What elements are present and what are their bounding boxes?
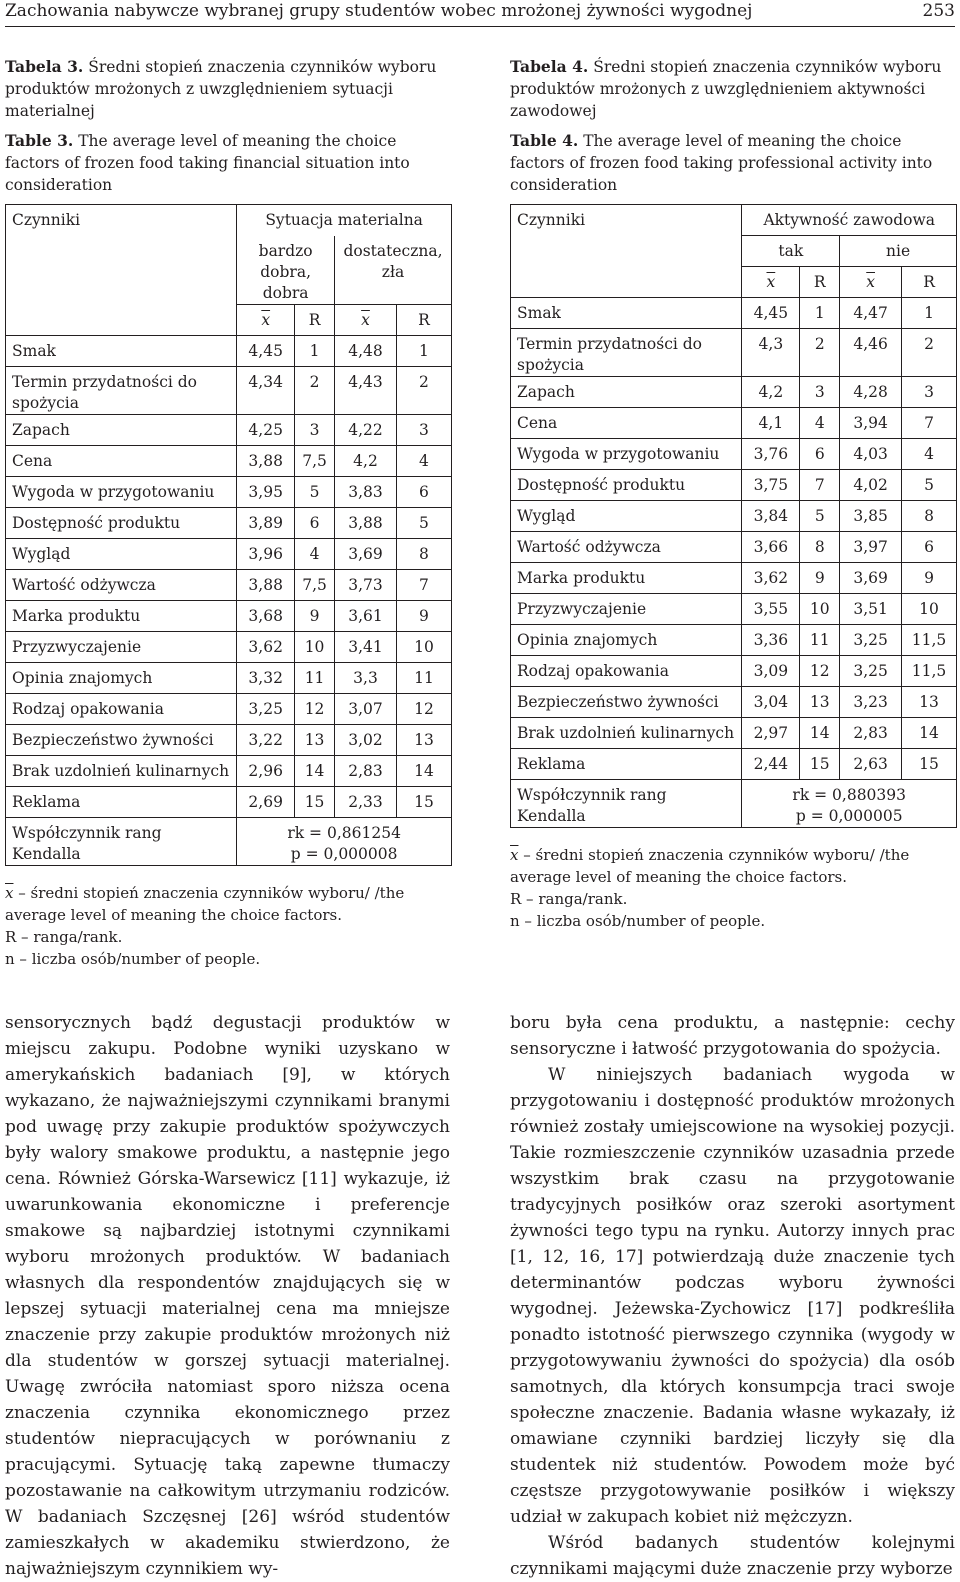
value-cell: 7 — [902, 408, 957, 439]
value-cell: 14 — [396, 755, 451, 786]
value-cell: 3,84 — [742, 501, 800, 532]
table4-caption-pl: Tabela 4. Średni stopień znaczenia czynników wyboru produktów mrożonych z uwzględnieniem aktywności zawodowej — [510, 57, 942, 120]
value-cell: 4,34 — [237, 366, 295, 414]
value-cell: 4,45 — [742, 298, 800, 329]
factor-cell: Reklama — [6, 786, 237, 817]
value-cell: 3,04 — [742, 687, 800, 718]
table4-header-x1: $\overline{x}$ — [742, 267, 800, 298]
value-cell: 2 — [800, 329, 840, 377]
factor-cell: Marka produktu — [511, 563, 742, 594]
factor-cell: Wygoda w przygotowaniu — [511, 439, 742, 470]
factor-cell: Cena — [6, 445, 237, 476]
value-cell: 3,69 — [335, 538, 397, 569]
value-cell: 11 — [396, 662, 451, 693]
value-cell: 3,22 — [237, 724, 295, 755]
value-cell: 12 — [800, 656, 840, 687]
table-row — [511, 377, 957, 408]
factor-cell: Dostępność produktu — [511, 470, 742, 501]
value-cell: 4,48 — [335, 335, 397, 366]
value-cell: 5 — [295, 476, 335, 507]
value-cell: 3 — [295, 414, 335, 445]
factor-cell: Opinia znajomych — [511, 625, 742, 656]
factor-cell: Brak uzdolnień kulinarnych — [6, 755, 237, 786]
value-cell: 6 — [295, 507, 335, 538]
table4-header-r1: R — [800, 267, 840, 298]
value-cell: 4,45 — [237, 335, 295, 366]
table4 — [510, 204, 957, 828]
value-cell: 3,76 — [742, 439, 800, 470]
table-row — [6, 755, 452, 786]
value-cell: 13 — [902, 687, 957, 718]
value-cell: 11 — [800, 625, 840, 656]
value-cell: 3,88 — [237, 569, 295, 600]
value-cell: 4,28 — [840, 377, 902, 408]
value-cell: 2,63 — [840, 749, 902, 780]
table-row — [6, 414, 452, 445]
value-cell: 3,69 — [840, 563, 902, 594]
value-cell: 3,25 — [840, 625, 902, 656]
table3-header-factors: Czynniki — [6, 205, 237, 336]
table4-header-r2: R — [902, 267, 957, 298]
value-cell: 3 — [396, 414, 451, 445]
body-text-right — [510, 1010, 955, 1582]
body-paragraph: Wśród badanych studentów kolejnymi czynnikami mającymi duże znaczenie przy wyborze — [510, 1533, 955, 1579]
running-header — [5, 0, 955, 27]
value-cell: 2,97 — [742, 718, 800, 749]
value-cell: 3,09 — [742, 656, 800, 687]
value-cell: 4 — [800, 408, 840, 439]
table-row — [511, 687, 957, 718]
value-cell: 3 — [800, 377, 840, 408]
table-row — [511, 656, 957, 687]
value-cell: 3,88 — [237, 445, 295, 476]
value-cell: 5 — [902, 470, 957, 501]
value-cell: 2 — [902, 329, 957, 377]
table3-header-group: Sytuacja materialna — [237, 205, 452, 236]
table-row — [6, 662, 452, 693]
value-cell: 5 — [396, 507, 451, 538]
table3-header-r2: R — [396, 304, 451, 335]
table-row — [6, 507, 452, 538]
table-row — [511, 563, 957, 594]
factor-cell: Brak uzdolnień kulinarnych — [511, 718, 742, 749]
value-cell: 2 — [295, 366, 335, 414]
table-row — [511, 625, 957, 656]
value-cell: 3,07 — [335, 693, 397, 724]
table-row — [511, 501, 957, 532]
table-row — [6, 724, 452, 755]
value-cell: 3,02 — [335, 724, 397, 755]
table-row — [6, 445, 452, 476]
factor-cell: Zapach — [511, 377, 742, 408]
value-cell: 10 — [396, 631, 451, 662]
value-cell: 4 — [396, 445, 451, 476]
value-cell: 1 — [902, 298, 957, 329]
value-cell: 2,96 — [237, 755, 295, 786]
table-row — [511, 718, 957, 749]
value-cell: 4,22 — [335, 414, 397, 445]
table4-kendall-label: Współczynnik rang Kendalla — [511, 780, 742, 828]
value-cell: 15 — [800, 749, 840, 780]
value-cell: 13 — [800, 687, 840, 718]
value-cell: 2,83 — [840, 718, 902, 749]
value-cell: 9 — [800, 563, 840, 594]
factor-cell: Reklama — [511, 749, 742, 780]
factor-cell: Rodzaj opakowania — [6, 693, 237, 724]
value-cell: 3,62 — [742, 563, 800, 594]
value-cell: 3,88 — [335, 507, 397, 538]
table3-header-x2: $\overline{x}$ — [335, 304, 397, 335]
value-cell: 3,83 — [335, 476, 397, 507]
value-cell: 3 — [902, 377, 957, 408]
value-cell: 14 — [902, 718, 957, 749]
value-cell: 3,61 — [335, 600, 397, 631]
value-cell: 4,03 — [840, 439, 902, 470]
value-cell: 10 — [902, 594, 957, 625]
table3-notes: $\overline{x}$ – średni stopień znaczenia czynników wyboru/ /the average level of meaning the choice factors. R – ranga/rank. n – liczba osób/number of people. — [5, 883, 405, 968]
page-number: 253 — [922, 1, 955, 21]
factor-cell: Termin przydatności do spożycia — [511, 329, 742, 377]
value-cell: 8 — [396, 538, 451, 569]
value-cell: 12 — [396, 693, 451, 724]
factor-cell: Przyzwyczajenie — [6, 631, 237, 662]
value-cell: 3,96 — [237, 538, 295, 569]
value-cell: 7,5 — [295, 569, 335, 600]
value-cell: 8 — [902, 501, 957, 532]
value-cell: 2,33 — [335, 786, 397, 817]
value-cell: 13 — [295, 724, 335, 755]
table3-header-r1: R — [295, 304, 335, 335]
table-row — [511, 470, 957, 501]
table3-header-col1: bardzo dobra, dobra — [237, 236, 335, 305]
table3-header-col2: dostateczna, zła — [335, 236, 452, 305]
factor-cell: Cena — [511, 408, 742, 439]
table-row — [6, 600, 452, 631]
value-cell: 4,1 — [742, 408, 800, 439]
value-cell: 3,89 — [237, 507, 295, 538]
factor-cell: Smak — [511, 298, 742, 329]
value-cell: 6 — [396, 476, 451, 507]
table4-header-col2: nie — [840, 236, 957, 267]
value-cell: 3,73 — [335, 569, 397, 600]
table4-notes: $\overline{x}$ – średni stopień znaczenia czynników wyboru/ /the average level of meaning the choice factors. R – ranga/rank. n – liczba osób/number of people. — [510, 846, 910, 930]
body-paragraph: boru była cena produktu, a następnie: cechy sensoryczne i łatwość przygotowania do spożycia. — [510, 1013, 955, 1059]
value-cell: 3,94 — [840, 408, 902, 439]
value-cell: 9 — [396, 600, 451, 631]
value-cell: 12 — [295, 693, 335, 724]
value-cell: 13 — [396, 724, 451, 755]
table-row — [6, 335, 452, 366]
table3-header-x1: $\overline{x}$ — [237, 304, 295, 335]
value-cell: 3,3 — [335, 662, 397, 693]
body-text-left — [5, 1010, 450, 1582]
value-cell: 4 — [295, 538, 335, 569]
table4-header-factors: Czynniki — [511, 205, 742, 298]
factor-cell: Wartość odżywcza — [511, 532, 742, 563]
value-cell: 9 — [295, 600, 335, 631]
factor-cell: Wygoda w przygotowaniu — [6, 476, 237, 507]
table4-caption-en: Table 4. The average level of meaning the choice factors of frozen food taking professional activity into consideration — [510, 131, 933, 194]
factor-cell: Bezpieczeństwo żywności — [6, 724, 237, 755]
value-cell: 1 — [295, 335, 335, 366]
value-cell: 11,5 — [902, 656, 957, 687]
value-cell: 14 — [295, 755, 335, 786]
value-cell: 4,25 — [237, 414, 295, 445]
value-cell: 7 — [396, 569, 451, 600]
table-row — [6, 476, 452, 507]
factor-cell: Zapach — [6, 414, 237, 445]
table-row — [511, 749, 957, 780]
value-cell: 6 — [800, 439, 840, 470]
value-cell: 6 — [902, 532, 957, 563]
factor-cell: Smak — [6, 335, 237, 366]
value-cell: 5 — [800, 501, 840, 532]
table-row — [6, 366, 452, 414]
value-cell: 3,41 — [335, 631, 397, 662]
table-row — [511, 298, 957, 329]
table3-kendall-values: rk = 0,861254 p = 0,000008 — [237, 817, 452, 865]
value-cell: 15 — [396, 786, 451, 817]
value-cell: 9 — [902, 563, 957, 594]
value-cell: 3,66 — [742, 532, 800, 563]
value-cell: 7,5 — [295, 445, 335, 476]
table-row — [6, 631, 452, 662]
table-row — [6, 693, 452, 724]
value-cell: 2,44 — [742, 749, 800, 780]
value-cell: 11,5 — [902, 625, 957, 656]
table-row — [511, 532, 957, 563]
value-cell: 4 — [902, 439, 957, 470]
value-cell: 3,95 — [237, 476, 295, 507]
table-row — [511, 329, 957, 377]
table3 — [5, 204, 452, 866]
table-row — [6, 538, 452, 569]
value-cell: 8 — [800, 532, 840, 563]
value-cell: 4,02 — [840, 470, 902, 501]
table4-block — [510, 56, 960, 932]
table-row — [511, 439, 957, 470]
table3-block — [5, 56, 455, 970]
value-cell: 15 — [295, 786, 335, 817]
value-cell: 7 — [800, 470, 840, 501]
body-paragraph: W niniejszych badaniach wygoda w przygotowaniu i dostępność produktów mrożonych również zostały umiejscowione na wysokiej pozycji. Takie rozmieszczenie czynników uzasadnia przede wszystkim brak czasu na przygotowanie tradycyjnych posiłków oraz szeroki asortyment żywności tego typu na rynku. Autorzy innych prac [1, 12, 16, 17] potwierdzają duże znaczenie tych determinantów podczas wyboru żywności wygodnej. Jeżewska-Zychowicz [17] podkreśliła ponadto istotność pierwszego czynnika (wygody w przygotowywaniu żywności do spożycia) dla osób samotnych, dla których konsumpcja traci swoje społeczne znaczenie. Badania własne wykazały, iż omawiane czynniki bardziej liczyły się dla studentek niż studentów. Powodem może być częstsze przygotowywanie posiłków i większy udział w zakupach kobiet niż mężczyzn. — [510, 1065, 955, 1527]
value-cell: 4,43 — [335, 366, 397, 414]
body-paragraph: sensorycznych bądź degustacji produktów w miejscu zakupu. Podobne wyniki uzyskano w amerykańskich badaniach [9], w których wykazano, że najważniejszymi czynnikami branymi pod uwagę przy zakupie produktów spożywczych były walory smakowe produktu, a następnie jego cena. Również Górska-Warsewicz [11] wykazuje, iż uwarunkowania ekonomiczne i preferencje smakowe są najbardziej istotnymi czynnikami wyboru mrożonych produktów. W badaniach własnych dla respondentów znajdujących się w lepszej sytuacji materialnej cena ma mniejsze znaczenie przy zakupie produktów mrożonych niż dla studentów w gorszej sytuacji materialnej. Uwagę zwróciła natomiast sporo niższa ocena znaczenia czynnika ekonomicznego przez studentów niepracujących w porównaniu z pracującymi. Sytuację taką zapewne tłumaczy pozostawanie na całkowitym utrzymaniu rodziców. W badaniach Szczęsnej [26] wśród studentów zamieszkałych w akademiku stwierdzono, że najważniejszym czynnikiem wy- — [5, 1013, 450, 1579]
table-row — [511, 408, 957, 439]
value-cell: 3,75 — [742, 470, 800, 501]
value-cell: 4,2 — [742, 377, 800, 408]
value-cell: 3,85 — [840, 501, 902, 532]
value-cell: 3,51 — [840, 594, 902, 625]
factor-cell: Przyzwyczajenie — [511, 594, 742, 625]
value-cell: 10 — [800, 594, 840, 625]
value-cell: 2 — [396, 366, 451, 414]
table3-caption-pl: Tabela 3. Średni stopień znaczenia czynników wyboru produktów mrożonych z uwzględnieniem sytuacji materialnej — [5, 57, 437, 120]
value-cell: 14 — [800, 718, 840, 749]
factor-cell: Wygląd — [511, 501, 742, 532]
value-cell: 3,62 — [237, 631, 295, 662]
table4-header-group: Aktywność zawodowa — [742, 205, 957, 236]
value-cell: 15 — [902, 749, 957, 780]
factor-cell: Rodzaj opakowania — [511, 656, 742, 687]
factor-cell: Termin przydatności do spożycia — [6, 366, 237, 414]
value-cell: 3,25 — [840, 656, 902, 687]
value-cell: 4,2 — [335, 445, 397, 476]
table4-header-col1: tak — [742, 236, 840, 267]
value-cell: 3,36 — [742, 625, 800, 656]
table-row — [6, 786, 452, 817]
factor-cell: Wartość odżywcza — [6, 569, 237, 600]
value-cell: 4,3 — [742, 329, 800, 377]
value-cell: 3,23 — [840, 687, 902, 718]
table-row — [6, 569, 452, 600]
factor-cell: Wygląd — [6, 538, 237, 569]
value-cell: 3,68 — [237, 600, 295, 631]
value-cell: 11 — [295, 662, 335, 693]
table4-kendall-values: rk = 0,880393 p = 0,000005 — [742, 780, 957, 828]
value-cell: 1 — [800, 298, 840, 329]
value-cell: 3,25 — [237, 693, 295, 724]
value-cell: 1 — [396, 335, 451, 366]
running-title: Zachowania nabywcze wybranej grupy studentów wobec mrożonej żywności wygodnej — [5, 1, 753, 21]
factor-cell: Dostępność produktu — [6, 507, 237, 538]
factor-cell: Marka produktu — [6, 600, 237, 631]
table3-caption-en: Table 3. The average level of meaning the choice factors of frozen food taking financial situation into consideration — [5, 131, 410, 194]
table4-header-x2: $\overline{x}$ — [840, 267, 902, 298]
factor-cell: Bezpieczeństwo żywności — [511, 687, 742, 718]
value-cell: 10 — [295, 631, 335, 662]
value-cell: 4,47 — [840, 298, 902, 329]
value-cell: 2,69 — [237, 786, 295, 817]
value-cell: 3,32 — [237, 662, 295, 693]
value-cell: 3,97 — [840, 532, 902, 563]
value-cell: 2,83 — [335, 755, 397, 786]
value-cell: 4,46 — [840, 329, 902, 377]
table3-kendall-label: Współczynnik rang Kendalla — [6, 817, 237, 865]
factor-cell: Opinia znajomych — [6, 662, 237, 693]
table-row — [511, 594, 957, 625]
value-cell: 3,55 — [742, 594, 800, 625]
